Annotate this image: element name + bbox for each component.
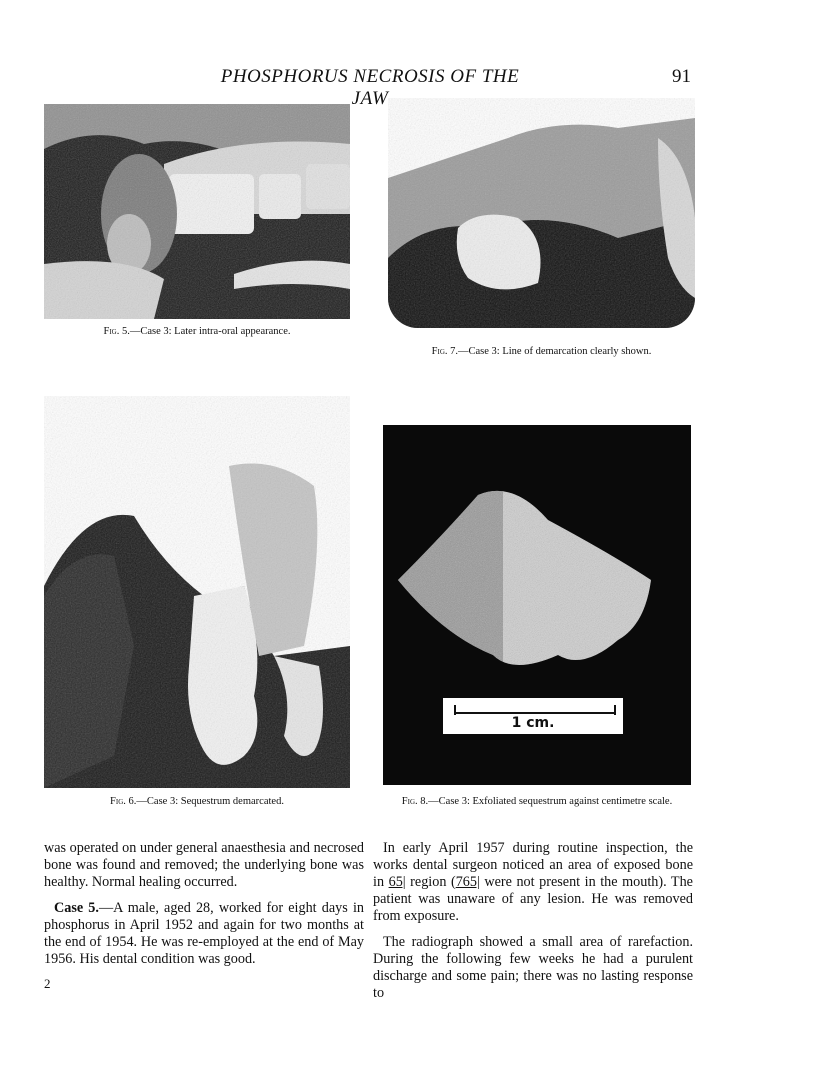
running-header-title: PHOSPHORUS NECROSIS OF THE JAW	[220, 66, 520, 109]
figure-5-image	[44, 104, 350, 319]
figure-5-caption	[44, 326, 350, 337]
page-number: 91	[672, 66, 691, 87]
figure-5-caption-text: —Case 3: Later intra-oral appearance.	[129, 326, 291, 337]
right-paragraph-2: The radiograph showed a small area of rarefaction. During the following few weeks he had a purulent discharge and some pain; there was no lasting response to	[373, 934, 693, 1001]
figure-7-image	[388, 98, 695, 328]
figure-8-image	[383, 425, 691, 785]
right-text-column	[373, 840, 693, 1011]
figure-8-caption	[383, 796, 691, 807]
figure-7-label: Fig. 7.	[431, 346, 459, 357]
figure-8-label: Fig. 8.	[401, 796, 429, 807]
case-5-text: —A male, aged 28, worked for eight days in phosphorus in April 1952 and again for two months at the end of 1954. He was re-employed at the end of May 1956. His dental condition was good.	[44, 900, 364, 967]
figure-6-label: Fig. 6.	[110, 796, 137, 807]
scale-bar-label: 1 cm.	[511, 715, 555, 731]
case-5-heading: Case 5.	[54, 900, 99, 916]
figure-8-caption-text: —Case 3: Exfoliated sequestrum against centimetre scale.	[428, 796, 673, 807]
signature-mark: 2	[44, 976, 51, 991]
tooth-notation-2: 765|	[455, 874, 480, 890]
right-p1-part-b: region (	[405, 874, 456, 890]
figure-7-caption-text: —Case 3: Line of demarcation clearly shown.	[458, 346, 652, 357]
right-p1-part-a: In early April 1957 during routine inspection, the works dental surgeon noticed an area of exposed bone in	[373, 840, 693, 890]
figure-5-photo	[44, 104, 350, 319]
figure-5-label: Fig. 5.	[103, 326, 130, 337]
left-paragraph-1: was operated on under general anaesthesia and necrosed bone was found and removed; the underlying bone was healthy. Normal healing occurred.	[44, 840, 364, 890]
figure-6-radiograph	[44, 396, 350, 788]
figure-7-caption	[388, 346, 695, 357]
tooth-notation-1: 65|	[388, 874, 406, 890]
figure-6-image	[44, 396, 350, 788]
figure-6-caption	[44, 796, 350, 807]
left-paragraph-2	[44, 900, 364, 968]
figure-8-photo	[383, 425, 691, 785]
right-p1-part-c: were not present in the mouth). The patient was unaware of any lesion. He was removed from exposure.	[373, 874, 693, 924]
left-text-column	[44, 840, 364, 977]
right-paragraph-1	[373, 840, 693, 925]
figure-6-caption-text: —Case 3: Sequestrum demarcated.	[136, 796, 284, 807]
figure-7-radiograph	[388, 98, 695, 328]
